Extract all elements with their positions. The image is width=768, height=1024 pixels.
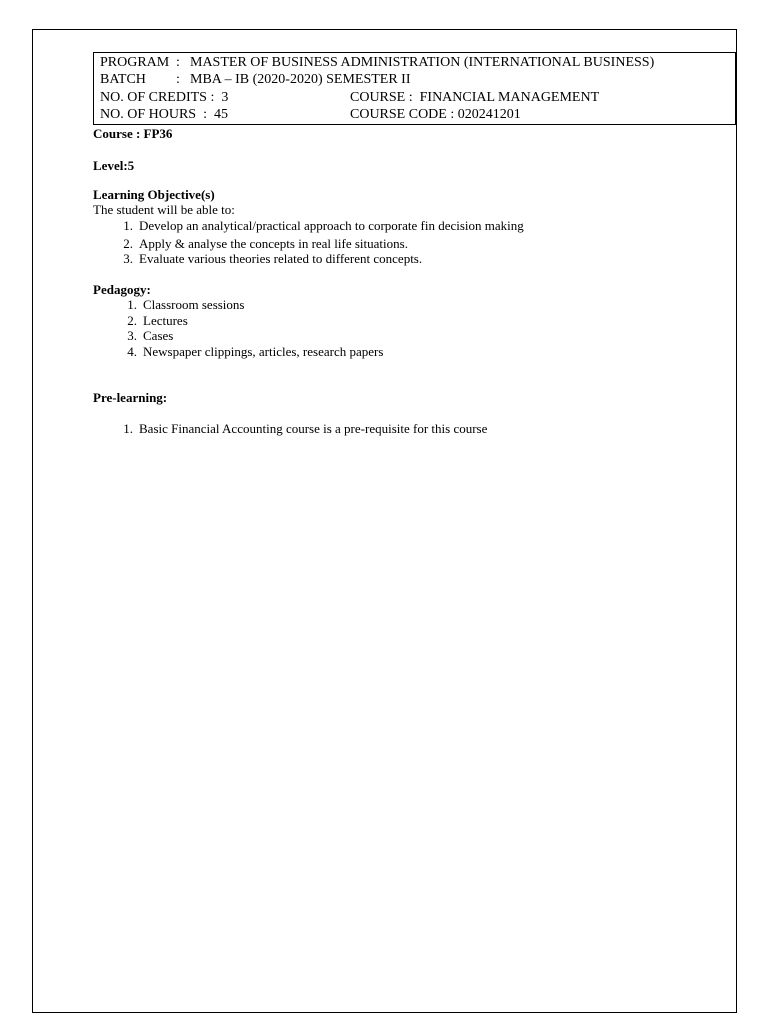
list-item: 2. Lectures — [127, 313, 188, 328]
batch-row: BATCH : MBA – IB (2020-2020) SEMESTER II — [100, 72, 411, 87]
hours-value: 45 — [213, 107, 228, 122]
course-code-value: 020241201 — [457, 107, 521, 122]
level: Level:5 — [93, 158, 135, 173]
list-item: 2. Apply & analyse the concepts in real life situations. — [123, 236, 408, 251]
batch-label: BATCH — [100, 72, 146, 87]
page-border — [32, 29, 737, 1013]
course-code-field — [350, 106, 521, 123]
course-value: FINANCIAL MANAGEMENT — [419, 90, 600, 105]
credits-label: NO. OF CREDITS : — [100, 90, 215, 105]
program-row: PROGRAM : MASTER OF BUSINESS ADMINISTRATION (INTERNATIONAL BUSINESS) — [100, 55, 655, 70]
list-item: 1. Basic Financial Accounting course is a pre-requisite for this course — [123, 421, 488, 436]
list-item: 3. Evaluate various theories related to different concepts. — [123, 251, 423, 266]
list-item: 1. Classroom sessions — [127, 297, 245, 312]
credits-value: 3 — [221, 90, 229, 105]
hours-label: NO. OF HOURS — [100, 107, 197, 122]
list-item: 3. Cases — [127, 328, 174, 343]
batch-value: MBA – IB (2020-2020) SEMESTER II — [190, 72, 411, 87]
course-id: Course : FP36 — [93, 126, 173, 141]
course-code-label: COURSE CODE : — [350, 107, 455, 122]
learning-intro: The student will be able to: — [93, 202, 235, 217]
course-label: COURSE : — [350, 90, 413, 105]
hours-row: NO. OF HOURS : 45 COURSE CODE : 020241201 — [100, 107, 521, 122]
list-item: 4. Newspaper clippings, articles, research papers — [127, 344, 384, 359]
program-label: PROGRAM — [100, 55, 170, 70]
course-field — [350, 89, 599, 106]
pedagogy-heading: Pedagogy: — [93, 282, 151, 297]
list-item: 1. Develop an analytical/practical approach to corporate fin decision making — [123, 218, 524, 233]
program-value: MASTER OF BUSINESS ADMINISTRATION (INTERNATIONAL BUSINESS) — [190, 55, 655, 70]
learning-objectives-heading: Learning Objective(s) — [93, 187, 215, 202]
course-header-box — [93, 52, 736, 125]
prelearning-heading: Pre-learning: — [93, 390, 168, 405]
credits-row — [100, 89, 600, 106]
